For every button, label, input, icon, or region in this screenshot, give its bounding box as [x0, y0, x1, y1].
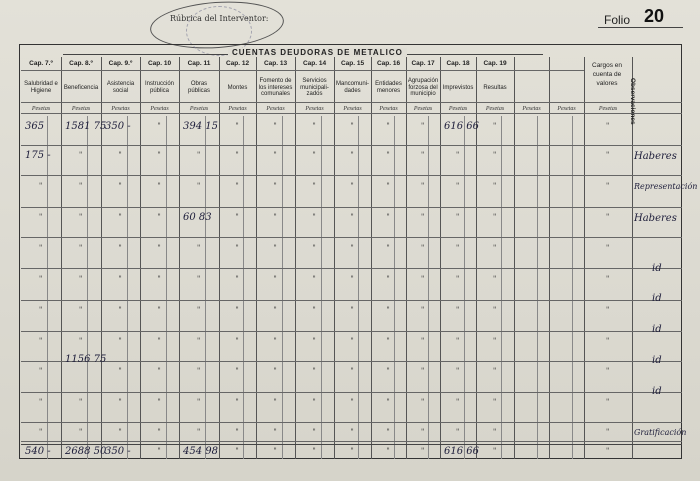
ditto-mark: " [493, 122, 497, 130]
ditto-mark: " [273, 182, 277, 190]
ditto-mark: " [118, 337, 122, 345]
ditto-mark: " [118, 244, 122, 252]
ditto-mark: " [606, 428, 610, 436]
observation-note: Representación [634, 182, 698, 191]
ditto-mark: " [493, 151, 497, 159]
column-cap: Cap. 18 [446, 60, 470, 67]
ditto-mark: " [421, 306, 425, 314]
ditto-mark: " [493, 182, 497, 190]
cents-divider [572, 116, 573, 459]
ditto-mark: " [157, 306, 161, 314]
ditto-mark: " [79, 182, 83, 190]
column-divider [514, 57, 515, 459]
ditto-mark: " [197, 306, 201, 314]
column-divider [476, 57, 477, 459]
pesetas-label: Pesetas [305, 106, 324, 112]
column-divider [549, 57, 550, 459]
pesetas-label: Pesetas [266, 106, 285, 112]
ditto-mark: " [386, 398, 390, 406]
ditto-mark: " [79, 337, 83, 345]
ditto-mark: " [421, 428, 425, 436]
ditto-mark: " [312, 428, 316, 436]
column-cap: Cap. 8.º [69, 60, 93, 67]
ditto-mark: " [79, 428, 83, 436]
ditto-mark: " [350, 447, 354, 455]
ditto-mark: " [350, 244, 354, 252]
ditto-mark: " [157, 398, 161, 406]
ditto-mark: " [386, 447, 390, 455]
ditto-mark: " [350, 428, 354, 436]
row-rule [21, 300, 682, 301]
ditto-mark: " [197, 337, 201, 345]
row-rule [21, 361, 682, 362]
ditto-mark: " [350, 182, 354, 190]
ditto-mark: " [606, 213, 610, 221]
ditto-mark: " [421, 122, 425, 130]
ditto-mark: " [235, 398, 239, 406]
ditto-mark: " [118, 398, 122, 406]
row-rule [21, 145, 682, 146]
ditto-mark: " [39, 213, 43, 221]
ditto-mark: " [235, 213, 239, 221]
row-rule [21, 268, 682, 269]
column-subtitle: Obras públicas [187, 81, 210, 94]
handwritten-amount: 350 - [105, 446, 131, 457]
ditto-mark: " [79, 244, 83, 252]
ditto-mark: " [273, 306, 277, 314]
ditto-mark: " [456, 428, 460, 436]
cents-divider [87, 116, 88, 459]
cents-divider [428, 116, 429, 459]
ditto-mark: " [235, 244, 239, 252]
ditto-mark: " [386, 428, 390, 436]
ditto-mark: " [157, 182, 161, 190]
ditto-mark: " [273, 244, 277, 252]
ditto-mark: " [273, 337, 277, 345]
pesetas-label: Pesetas [379, 106, 398, 112]
ditto-mark: " [235, 182, 239, 190]
ditto-mark: " [39, 275, 43, 283]
column-divider [371, 57, 372, 459]
column-cap: Cap. 17 [411, 60, 435, 67]
row-rule [21, 392, 682, 393]
ditto-mark: " [157, 337, 161, 345]
ditto-mark: " [235, 447, 239, 455]
column-divider [440, 57, 441, 459]
ditto-mark: " [39, 367, 43, 375]
ditto-mark: " [456, 275, 460, 283]
ditto-mark: " [456, 213, 460, 221]
ditto-mark: " [157, 447, 161, 455]
ditto-mark: " [350, 122, 354, 130]
folio-underline [598, 27, 683, 28]
ditto-mark: " [421, 398, 425, 406]
ditto-mark: " [456, 151, 460, 159]
pesetas-label: Pesetas [413, 106, 433, 112]
handwritten-amount: 394 15 [183, 121, 218, 132]
ditto-mark: " [273, 213, 277, 221]
pesetas-label: Pesetas [522, 106, 541, 112]
observation-note: Haberes [634, 213, 677, 224]
column-subtitle [515, 74, 548, 102]
cents-divider [205, 116, 206, 459]
ditto-mark: " [606, 398, 610, 406]
column-cap: Cap. 16 [376, 60, 401, 67]
header-rule [21, 113, 682, 114]
ditto-mark: " [312, 306, 316, 314]
ditto-mark: " [493, 306, 497, 314]
ditto-mark: " [386, 275, 390, 283]
ditto-mark: " [421, 244, 425, 252]
handwritten-amount: 175 - [25, 150, 51, 161]
pesetas-label: Pesetas [343, 106, 362, 112]
cents-divider [464, 116, 465, 459]
header-rule [21, 70, 584, 71]
column-subtitle: Servicios municipali-zados [300, 77, 329, 98]
ditto-mark: " [79, 306, 83, 314]
cargos-header: Cargos en cuenta de valores [592, 62, 622, 87]
ditto-mark: " [39, 182, 43, 190]
ditto-mark: " [157, 275, 161, 283]
column-divider [334, 57, 335, 459]
column-subtitle: Agrupación forzosa del municipio [407, 77, 439, 98]
cents-divider [358, 116, 359, 459]
ditto-mark: " [39, 306, 43, 314]
ditto-mark: " [312, 151, 316, 159]
ditto-mark: " [79, 213, 83, 221]
cents-divider [394, 116, 395, 459]
pesetas-label: Pesetas [111, 106, 130, 112]
ditto-mark: " [235, 337, 239, 345]
handwritten-amount: 616 66 [444, 121, 479, 132]
ditto-mark: " [493, 367, 497, 375]
ditto-mark: " [350, 213, 354, 221]
column-subtitle: Mancomuni-dades [335, 81, 369, 94]
ditto-mark: " [79, 398, 83, 406]
ditto-mark: " [606, 151, 610, 159]
handwritten-amount: 616 66 [444, 446, 479, 457]
cents-divider [127, 116, 128, 459]
ditto-mark: " [350, 306, 354, 314]
ditto-mark: " [606, 337, 610, 345]
observation-note: id [652, 355, 662, 366]
pesetas-label: Pesetas [448, 106, 468, 112]
ditto-mark: " [421, 151, 425, 159]
ditto-mark: " [421, 275, 425, 283]
ditto-mark: " [493, 447, 497, 455]
ditto-mark: " [197, 244, 201, 252]
column-divider [140, 57, 141, 459]
ditto-mark: " [273, 122, 277, 130]
ditto-mark: " [273, 151, 277, 159]
column-subtitle: Salubridad e Higiene [24, 81, 58, 94]
column-subtitle: Asistencia social [106, 81, 135, 94]
handwritten-amount: 1156 75 [65, 354, 107, 365]
ditto-mark: " [386, 122, 390, 130]
ditto-mark: " [118, 182, 122, 190]
ditto-mark: " [197, 428, 201, 436]
ditto-mark: " [118, 306, 122, 314]
column-subtitle: Imprevistos [442, 84, 474, 91]
ditto-mark: " [273, 398, 277, 406]
ditto-mark: " [273, 367, 277, 375]
observaciones-header: Observaciones [629, 78, 636, 125]
ditto-mark: " [606, 306, 610, 314]
ditto-mark: " [312, 337, 316, 345]
column-subtitle: Beneficencia [63, 84, 99, 91]
ditto-mark: " [118, 428, 122, 436]
ditto-mark: " [421, 213, 425, 221]
ditto-mark: " [456, 244, 460, 252]
ditto-mark: " [456, 367, 460, 375]
ditto-mark: " [606, 447, 610, 455]
cents-divider [282, 116, 283, 459]
pesetas-label: Pesetas [71, 106, 91, 112]
column-subtitle: Montes [227, 84, 248, 91]
column-cap: Cap. 12 [225, 60, 250, 67]
ditto-mark: " [456, 398, 460, 406]
row-rule [21, 237, 682, 238]
handwritten-amount: 350 - [105, 121, 131, 132]
column-divider [179, 57, 180, 459]
observation-note: Haberes [634, 151, 677, 162]
ditto-mark: " [235, 428, 239, 436]
cents-divider [166, 116, 167, 459]
ditto-mark: " [312, 447, 316, 455]
row-rule [21, 207, 682, 208]
pesetas-label: Pesetas [557, 106, 576, 112]
ditto-mark: " [39, 244, 43, 252]
ditto-mark: " [606, 182, 610, 190]
ditto-mark: " [421, 447, 425, 455]
ditto-mark: " [118, 151, 122, 159]
handwritten-amount: 454 98 [183, 446, 218, 457]
column-divider [256, 57, 257, 459]
ditto-mark: " [386, 337, 390, 345]
ditto-mark: " [493, 213, 497, 221]
ditto-mark: " [456, 337, 460, 345]
ditto-mark: " [197, 367, 201, 375]
ditto-mark: " [493, 337, 497, 345]
ditto-mark: " [350, 398, 354, 406]
pesetas-label: Pesetas [228, 106, 247, 112]
ditto-mark: " [312, 244, 316, 252]
ditto-mark: " [273, 447, 277, 455]
pesetas-label: Pesetas [598, 106, 618, 112]
observation-note: id [652, 324, 662, 335]
ditto-mark: " [421, 337, 425, 345]
row-rule [21, 441, 682, 442]
ditto-mark: " [197, 151, 201, 159]
ditto-mark: " [493, 244, 497, 252]
column-subtitle: Fomento de los intereses comunales [258, 77, 293, 98]
ditto-mark: " [312, 182, 316, 190]
column-subtitle [550, 74, 583, 102]
ditto-mark: " [157, 367, 161, 375]
ditto-mark: " [606, 275, 610, 283]
handwritten-amount: 1581 75 [65, 121, 107, 132]
cents-divider [321, 116, 322, 459]
ditto-mark: " [606, 367, 610, 375]
ditto-mark: " [235, 367, 239, 375]
ditto-mark: " [350, 337, 354, 345]
ditto-mark: " [421, 367, 425, 375]
column-divider [101, 57, 102, 459]
ditto-mark: " [79, 275, 83, 283]
ditto-mark: " [350, 275, 354, 283]
ditto-mark: " [386, 244, 390, 252]
ditto-mark: " [197, 275, 201, 283]
column-cap: Cap. 15 [340, 60, 365, 67]
ditto-mark: " [118, 213, 122, 221]
ditto-mark: " [235, 151, 239, 159]
ditto-mark: " [39, 428, 43, 436]
column-cap: Cap. 10 [147, 60, 172, 67]
pesetas-label: Pesetas [485, 106, 505, 112]
ditto-mark: " [386, 151, 390, 159]
column-divider [406, 57, 407, 459]
ditto-mark: " [456, 182, 460, 190]
ditto-mark: " [118, 275, 122, 283]
row-rule [21, 422, 682, 423]
ditto-mark: " [79, 151, 83, 159]
ditto-mark: " [235, 275, 239, 283]
ditto-mark: " [606, 244, 610, 252]
column-divider [584, 57, 585, 459]
total-rule [21, 444, 682, 445]
column-cap: Cap. 9.º [108, 60, 133, 67]
ditto-mark: " [39, 398, 43, 406]
column-divider [295, 57, 296, 459]
ditto-mark: " [312, 367, 316, 375]
column-divider [219, 57, 220, 459]
ditto-mark: " [386, 213, 390, 221]
ditto-mark: " [235, 122, 239, 130]
ditto-mark: " [493, 398, 497, 406]
row-rule [21, 331, 682, 332]
ditto-mark: " [312, 398, 316, 406]
column-cap: Cap. 14 [302, 60, 327, 67]
column-cap: Cap. 7.º [29, 60, 53, 67]
rubrica-label: Rúbrica del Interventor: [170, 14, 269, 23]
observation-note: Gratificación [634, 428, 687, 437]
ditto-mark: " [157, 213, 161, 221]
header-rule [21, 102, 682, 103]
ditto-mark: " [157, 428, 161, 436]
ditto-mark: " [493, 275, 497, 283]
observation-note: id [652, 293, 662, 304]
ditto-mark: " [197, 398, 201, 406]
pesetas-label: Pesetas [31, 106, 51, 112]
handwritten-amount: 60 83 [183, 212, 212, 223]
ditto-mark: " [273, 428, 277, 436]
handwritten-amount: 2688 50 [65, 446, 107, 457]
column-cap: Cap. 13 [263, 60, 288, 67]
ditto-mark: " [197, 182, 201, 190]
ditto-mark: " [273, 275, 277, 283]
folio-label: Folio [604, 13, 631, 27]
observation-note: id [652, 263, 662, 274]
ditto-mark: " [312, 122, 316, 130]
ditto-mark: " [118, 367, 122, 375]
ditto-mark: " [157, 151, 161, 159]
ditto-mark: " [312, 275, 316, 283]
ditto-mark: " [386, 182, 390, 190]
ditto-mark: " [493, 428, 497, 436]
cents-divider [537, 116, 538, 459]
ditto-mark: " [157, 244, 161, 252]
cents-divider [243, 116, 244, 459]
ditto-mark: " [421, 182, 425, 190]
ditto-mark: " [39, 337, 43, 345]
pesetas-label: Pesetas [189, 106, 209, 112]
ditto-mark: " [386, 306, 390, 314]
column-subtitle: Entidades menores [375, 81, 402, 94]
ditto-mark: " [386, 367, 390, 375]
pesetas-label: Pesetas [150, 106, 169, 112]
cents-divider [501, 116, 502, 459]
column-subtitle: Instrucción pública [144, 81, 174, 94]
ditto-mark: " [456, 306, 460, 314]
ditto-mark: " [157, 122, 161, 130]
section-title: CUENTAS DEUDORAS DE METALICO [228, 48, 407, 57]
ditto-mark: " [350, 367, 354, 375]
ditto-mark: " [350, 151, 354, 159]
handwritten-amount: 365 [25, 121, 45, 132]
ditto-mark: " [312, 213, 316, 221]
column-subtitle: Resultas [483, 84, 507, 91]
column-cap: Cap. 19 [483, 60, 507, 67]
column-cap: Cap. 11 [187, 60, 211, 67]
ditto-mark: " [235, 306, 239, 314]
row-rule [21, 175, 682, 176]
folio-number: 20 [644, 6, 665, 26]
column-divider [61, 57, 62, 459]
cents-divider [47, 116, 48, 459]
observation-note: id [652, 386, 662, 397]
ditto-mark: " [606, 122, 610, 130]
handwritten-amount: 540 - [25, 446, 51, 457]
